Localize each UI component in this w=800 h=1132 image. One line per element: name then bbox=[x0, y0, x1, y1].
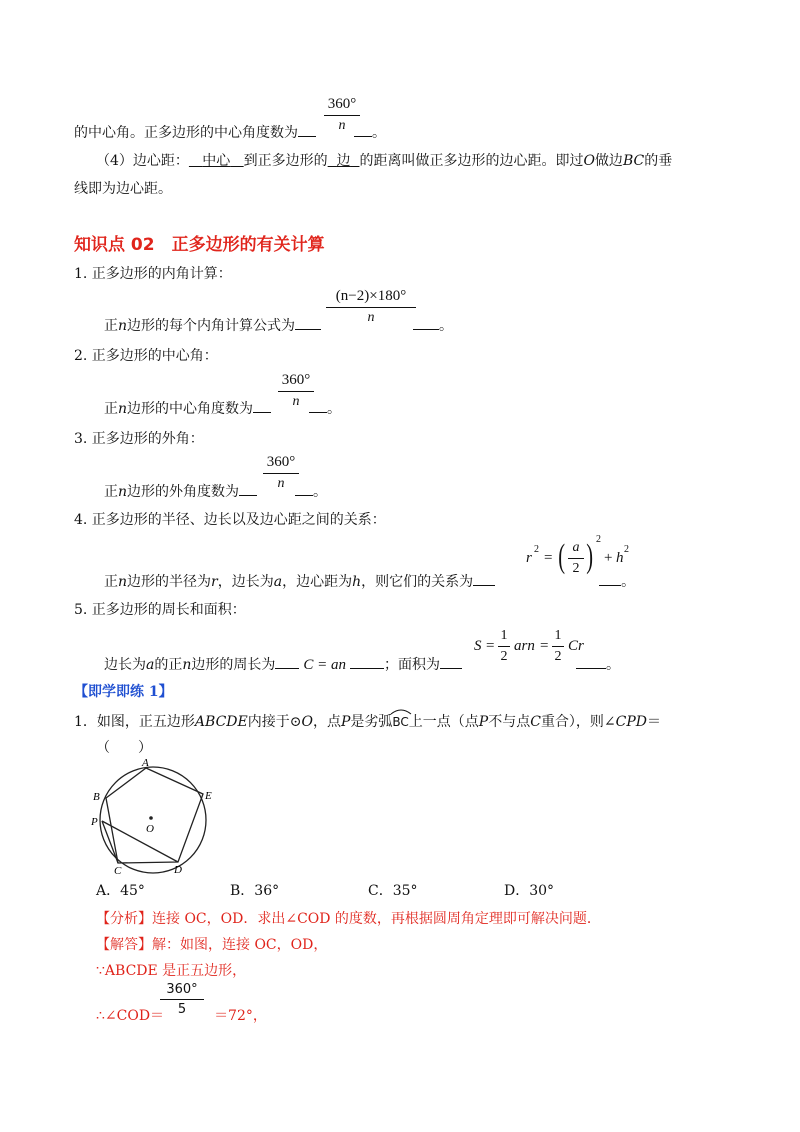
item-line bbox=[104, 315, 453, 335]
exponent: 2 bbox=[596, 534, 601, 545]
math-var: BC bbox=[392, 715, 409, 729]
fraction-numerator: 1 bbox=[552, 628, 564, 647]
text: 到正多边形的 bbox=[243, 153, 328, 169]
fraction-denominator: 5 bbox=[177, 1002, 187, 1017]
label-o: O bbox=[146, 823, 154, 835]
left-paren: ( bbox=[558, 538, 566, 575]
text: 正 bbox=[104, 574, 118, 590]
plus-sign: + bbox=[604, 550, 613, 566]
exponent: 2 bbox=[624, 544, 629, 555]
blank-answer bbox=[189, 153, 244, 169]
item-heading: 1. 正多边形的内角计算： bbox=[74, 266, 232, 282]
answer-text: 中心 bbox=[202, 153, 231, 169]
text: 边长为 bbox=[104, 657, 146, 673]
math-var: BC bbox=[622, 153, 645, 169]
math-var: arn bbox=[514, 638, 535, 654]
text: ，点 bbox=[312, 714, 341, 730]
text: ，边长为 bbox=[217, 574, 274, 590]
answer-line bbox=[96, 934, 327, 954]
question-line bbox=[74, 711, 661, 731]
blank-answer bbox=[328, 153, 360, 169]
fraction-denominator: 2 bbox=[554, 649, 562, 664]
math-var: P bbox=[478, 714, 489, 730]
item-heading: 2. 正多边形的中心角： bbox=[74, 348, 218, 364]
label-p: P bbox=[91, 816, 98, 828]
analysis-text: 连接 OC，OD．求出∠COD 的度数，再根据圆周角定理即可解决问题． bbox=[152, 911, 601, 927]
text: 。 bbox=[372, 125, 386, 141]
text: （4）边心距： bbox=[96, 153, 189, 169]
text: 正 bbox=[104, 318, 118, 334]
text: 如图，正五边形 bbox=[96, 714, 195, 730]
label-d: D bbox=[174, 864, 182, 876]
fraction-denominator: n bbox=[277, 476, 285, 491]
math-var: n bbox=[118, 484, 128, 500]
fraction-denominator: n bbox=[367, 310, 375, 325]
math-var: n bbox=[118, 401, 128, 417]
text: 的中心角。正多边形的中心角度数为 bbox=[74, 125, 298, 141]
item-line bbox=[104, 571, 635, 591]
equals-sign: = bbox=[486, 638, 495, 654]
text: ∴∠COD＝ bbox=[96, 1008, 165, 1024]
answer-text: 边 bbox=[336, 153, 351, 169]
option-d[interactable]: D．30° bbox=[504, 883, 555, 899]
text: 的垂 bbox=[644, 153, 673, 169]
equals-sign: = bbox=[540, 638, 549, 654]
text: 边形的每个内角计算公式为 bbox=[127, 318, 296, 334]
exponent: 2 bbox=[534, 544, 539, 555]
text: 内接于⊙ bbox=[247, 714, 302, 730]
fraction-numerator: 1 bbox=[498, 628, 510, 647]
text: ＝ bbox=[647, 714, 662, 730]
answer-parentheses: （ ） bbox=[96, 740, 152, 756]
math-var: a bbox=[273, 574, 283, 590]
text: 上一点（点 bbox=[408, 714, 479, 730]
math-var: n bbox=[118, 574, 128, 590]
analysis-line bbox=[96, 908, 601, 928]
fraction-numerator: 360° bbox=[324, 96, 360, 116]
therefore-fraction bbox=[160, 982, 204, 1017]
arc-symbol-icon bbox=[390, 709, 412, 715]
math-var: r bbox=[526, 550, 532, 566]
fraction-denominator: 2 bbox=[500, 649, 508, 664]
label-e: E bbox=[205, 790, 212, 802]
text: 重合），则∠ bbox=[540, 714, 616, 730]
text: 是劣弧 bbox=[350, 714, 393, 730]
text: ，边心距为 bbox=[282, 574, 353, 590]
text: 边形的半径为 bbox=[127, 574, 212, 590]
text: 。 bbox=[606, 657, 621, 673]
item-heading: 5. 正多边形的周长和面积： bbox=[74, 602, 246, 618]
option-a[interactable]: A．45° bbox=[96, 883, 145, 899]
fraction-numerator: 360° bbox=[263, 454, 299, 474]
math-var: Cr bbox=[568, 638, 584, 654]
text: 的正 bbox=[154, 657, 183, 673]
item-heading: 4. 正多边形的半径、边长以及边心距之间的关系： bbox=[74, 512, 386, 528]
text: 边形的中心角度数为 bbox=[127, 401, 254, 417]
fraction-numerator: 360° bbox=[160, 982, 204, 1000]
text: 不与点 bbox=[488, 714, 531, 730]
option-b[interactable]: B．36° bbox=[230, 883, 280, 899]
math-var: P bbox=[340, 714, 351, 730]
perimeter-formula: C = an bbox=[303, 657, 347, 673]
text: 边形的外角度数为 bbox=[127, 484, 240, 500]
math-var: n bbox=[118, 318, 128, 334]
label-b: B bbox=[93, 791, 100, 803]
math-var: h bbox=[616, 550, 624, 566]
answer-tag: 【解答】 bbox=[96, 937, 152, 953]
equals-sign: = bbox=[544, 550, 553, 566]
answer-text: 解：如图，连接 OC，OD， bbox=[152, 937, 328, 953]
text-line bbox=[96, 150, 672, 170]
text-line bbox=[74, 122, 386, 142]
item-line bbox=[104, 398, 341, 418]
text: ；面积为 bbox=[384, 657, 441, 673]
fraction-denominator: n bbox=[338, 118, 346, 133]
fraction-denominator: n bbox=[292, 394, 300, 409]
analysis-tag: 【分析】 bbox=[96, 911, 152, 927]
item-line bbox=[104, 481, 327, 501]
option-c[interactable]: C．35° bbox=[368, 883, 418, 899]
item-heading: 3. 正多边形的外角： bbox=[74, 431, 204, 447]
text: 。 bbox=[313, 484, 328, 500]
math-var: r bbox=[211, 574, 218, 590]
question-number: 1． bbox=[74, 714, 97, 730]
math-var: S bbox=[474, 638, 482, 654]
math-var: O bbox=[583, 153, 595, 169]
center-point bbox=[149, 816, 153, 820]
pentagon-circle-figure bbox=[88, 756, 228, 876]
text: 正 bbox=[104, 484, 118, 500]
label-a: A bbox=[142, 757, 149, 769]
math-var: n bbox=[182, 657, 192, 673]
label-c: C bbox=[114, 865, 122, 876]
text: 。 bbox=[439, 318, 454, 334]
right-paren: ) bbox=[586, 538, 594, 575]
text: 。 bbox=[327, 401, 342, 417]
math-var: ABCDE bbox=[194, 714, 248, 730]
fraction-denominator: 2 bbox=[572, 561, 580, 576]
fraction-numerator: a bbox=[568, 540, 584, 559]
text-line: 线即为边心距。 bbox=[74, 181, 172, 197]
item-line bbox=[104, 654, 620, 674]
fraction-numerator: 360° bbox=[278, 372, 314, 392]
text: ＝72°， bbox=[214, 1008, 267, 1024]
text: 正 bbox=[104, 401, 118, 417]
math-var: a bbox=[146, 657, 155, 673]
arc-bc bbox=[392, 714, 408, 730]
math-var: O bbox=[301, 714, 313, 730]
text: 边形的周长为 bbox=[191, 657, 276, 673]
text: 做边 bbox=[594, 153, 623, 169]
because-line: ∵ABCDE 是正五边形， bbox=[96, 963, 247, 979]
practice-title: 【即学即练 1】 bbox=[74, 684, 173, 700]
fraction-numerator: (n−2)×180° bbox=[326, 288, 416, 308]
math-var: h bbox=[352, 574, 362, 590]
math-var: CPD bbox=[615, 714, 648, 730]
section-title: 知识点 02 正多边形的有关计算 bbox=[74, 235, 325, 255]
math-var: C bbox=[530, 714, 541, 730]
text: ，则它们的关系为 bbox=[361, 574, 474, 590]
text: 。 bbox=[621, 574, 636, 590]
text: 的距离叫做正多边形的边心距。即过 bbox=[359, 153, 584, 169]
